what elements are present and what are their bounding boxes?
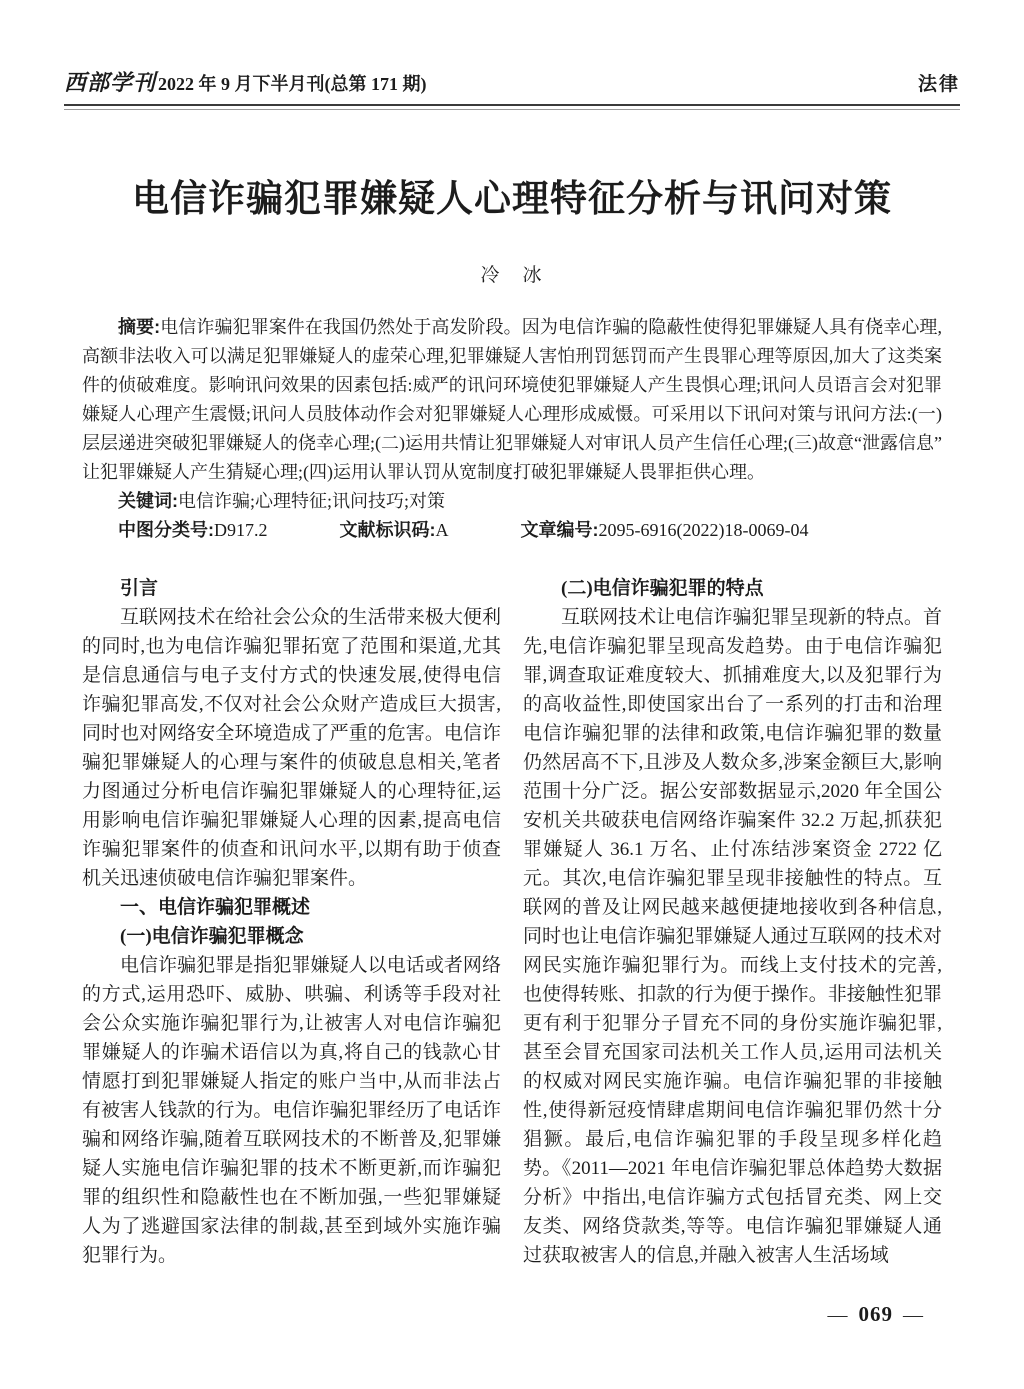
running-head-left: [64, 66, 427, 97]
column-left: [82, 574, 501, 1270]
clc-item: [118, 516, 268, 545]
page-number: 069: [858, 1302, 893, 1326]
paragraph-features: 互联网技术让电信诈骗犯罪呈现新的特点。首先,电信诈骗犯罪呈现高发趋势。由于电信诈骗犯罪,调查取证难度较大、抓捕难度大,以及犯罪行为的高收益性,即使国家出台了一系列的打击和治理电信诈骗犯罪的法律和政策,电信诈骗犯罪的数量仍然居高不下,且涉及人数众多,涉案金额巨大,影响范围十分广泛。据公安部数据显示,2020 年全国公安机关共破获电信网络诈骗案件 32.2 万起,抓获犯罪嫌疑人 36.1 万名、止付冻结涉案资金 2722 亿元。其次,电信诈骗犯罪呈现非接触性的特点。互联网的普及让网民越来越便捷地接收到各种信息,同时也让电信诈骗犯罪嫌疑人通过互联网的技术对网民实施诈骗犯罪行为。而线上支付技术的完善,也使得转账、扣款的行为便于操作。非接触性犯罪更有利于犯罪分子冒充不同的身份实施诈骗犯罪,甚至会冒充国家司法机关工作人员,运用司法机关的权威对网民实施诈骗。电信诈骗犯罪的非接触性,使得新冠疫情肆虐期间电信诈骗犯罪仍然十分猖獗。最后,电信诈骗犯罪的手段呈现多样化趋势。《2011—2021 年电信诈骗犯罪总体趋势大数据分析》中指出,电信诈骗方式包括冒充类、网上交友类、网络贷款类,等等。电信诈骗犯罪嫌疑人通过获取被害人的信息,并融入被害人生活场域: [523, 607, 942, 1266]
article-title: 电信诈骗犯罪嫌疑人心理特征分析与讯问对策: [132, 179, 892, 220]
keywords-text: 电信诈骗;心理特征;讯问技巧;对策: [178, 491, 446, 511]
doc-code-label: 文献标识码:: [339, 520, 436, 540]
article-id-value: 2095-6916(2022)18-0069-04: [598, 520, 809, 540]
abstract-text: 电信诈骗犯罪案件在我国仍然处于高发阶段。因为电信诈骗的隐蔽性使得犯罪嫌疑人具有侥幸心理,高额非法收入可以满足犯罪嫌疑人的虚荣心理,犯罪嫌疑人害怕刑罚惩罚而产生畏罪心理等原因,加大了这类案件的侦破难度。影响讯问效果的因素包括:威严的讯问环境使犯罪嫌疑人产生畏惧心理;讯问人员语言会对犯罪嫌疑人心理产生震慑;讯问人员肢体动作会对犯罪嫌疑人心理形成威慑。可采用以下讯问对策与讯问方法:(一)层层递进突破犯罪嫌疑人的侥幸心理;(二)运用共情让犯罪嫌疑人对审讯人员产生信任心理;(三)故意“泄露信息”让犯罪嫌疑人产生猜疑心理;(四)运用认罪认罚从宽制度打破犯罪嫌疑人畏罪拒供心理。: [82, 317, 942, 482]
subsection-heading-one: (一)电信诈骗犯罪概念: [120, 926, 304, 947]
footer-right-dash: —: [903, 1304, 924, 1326]
page-number-footer: [828, 1302, 925, 1327]
paragraph-intro: 互联网技术在给社会公众的生活带来极大便利的同时,也为电信诈骗犯罪拓宽了范围和渠道,尤其是信息通信与电子支付方式的快速发展,使得电信诈骗犯罪高发,不仅对社会公众财产造成巨大损害,同时也对网络安全环境造成了严重的危害。电信诈骗犯罪嫌疑人的心理与案件的侦破息息相关,笔者力图通过分析电信诈骗犯罪嫌疑人的心理特征,运用影响电信诈骗犯罪嫌疑人心理的因素,提高电信诈骗犯罪案件的侦查和讯问水平,以期有助于侦查机关迅速侦破电信诈骗犯罪案件。: [82, 607, 501, 889]
journal-logo: 西部学刊: [64, 70, 157, 95]
clc-value: D917.2: [214, 520, 268, 540]
section-label: 法律: [917, 74, 960, 95]
subsection-heading-two: (二)电信诈骗犯罪的特点: [561, 578, 764, 599]
section-heading-one: 一、电信诈骗犯罪概述: [120, 897, 311, 918]
issue-info: 2022 年 9 月下半月刊(总第 171 期): [158, 74, 427, 94]
section-heading-intro: 引言: [120, 578, 159, 599]
article-id-item: [521, 516, 809, 545]
body-columns: [64, 574, 960, 1270]
running-head: [64, 66, 960, 104]
abstract-paragraph: [82, 313, 942, 487]
meta-row: [82, 516, 942, 545]
clc-label: 中图分类号:: [118, 520, 214, 540]
footer-left-dash: —: [827, 1304, 849, 1326]
abstract-label: 摘要:: [118, 317, 161, 337]
doc-code-item: [340, 516, 449, 545]
article-author: 冷 冰: [480, 265, 544, 286]
paragraph-concept: 电信诈骗犯罪是指犯罪嫌疑人以电话或者网络的方式,运用恐吓、威胁、哄骗、利诱等手段对社会公众实施诈骗犯罪行为,让被害人对电信诈骗犯罪嫌疑人的诈骗术语信以为真,将自己的钱款心甘情愿打到犯罪嫌疑人指定的账户当中,从而非法占有被害人钱款的行为。电信诈骗犯罪经历了电话诈骗和网络诈骗,随着互联网技术的不断普及,犯罪嫌疑人实施电信诈骗犯罪的技术不断更新,而诈骗犯罪的组织性和隐蔽性也在不断加强,一些犯罪嫌疑人为了逃避国家法律的制裁,甚至到域外实施诈骗犯罪行为。: [82, 955, 501, 1266]
page-content: [64, 66, 960, 1270]
keywords-label: 关键词:: [118, 491, 178, 511]
front-matter: [64, 313, 960, 545]
column-right: [523, 574, 942, 1270]
keywords-paragraph: [82, 487, 942, 516]
header-divider-rule: [64, 104, 960, 110]
article-id-label: 文章编号:: [520, 520, 599, 540]
doc-code-value: A: [435, 520, 449, 540]
